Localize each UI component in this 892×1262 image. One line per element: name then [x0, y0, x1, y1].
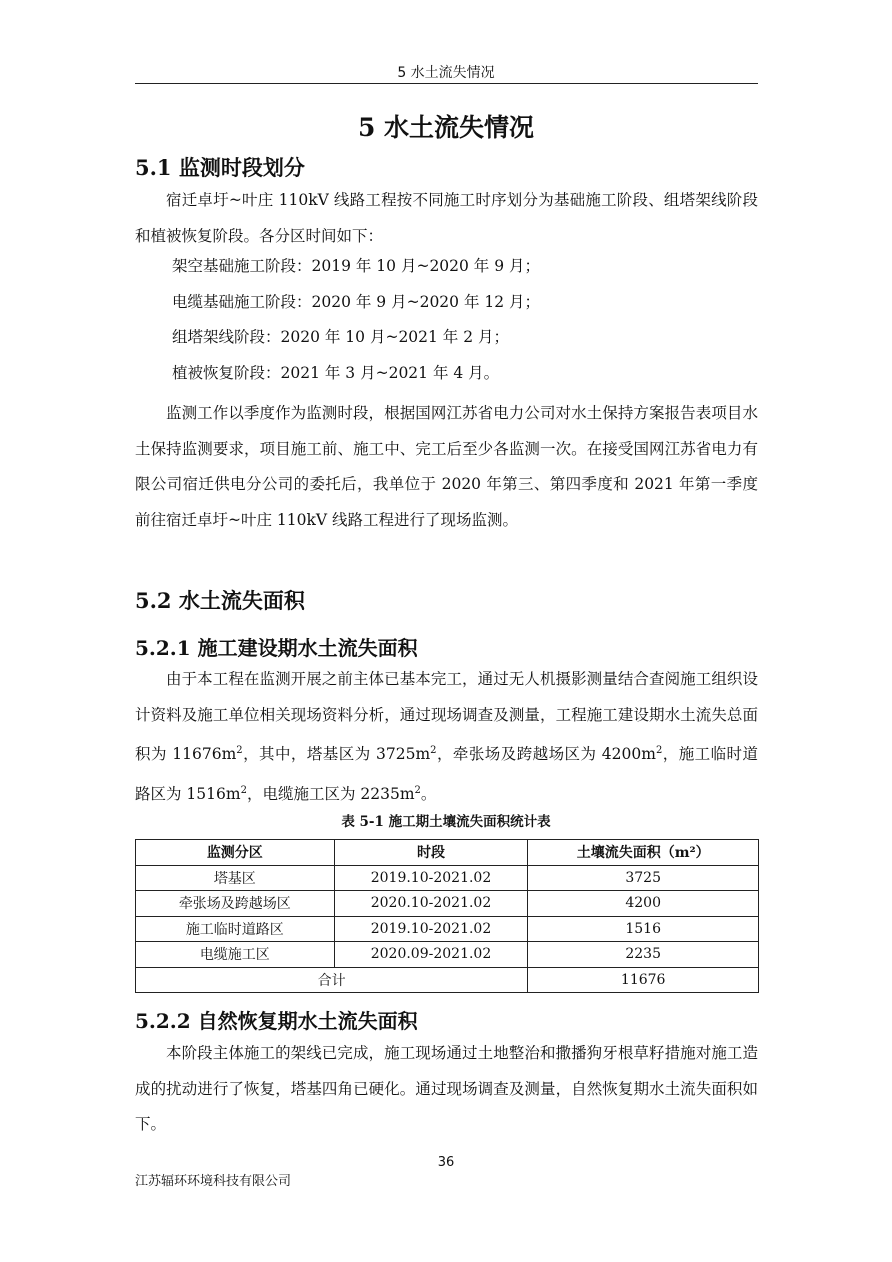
construction-area-paragraph: 由于本工程在监测开展之前主体已基本完工，通过无人机摄影测量结合查阅施工组织设计资料及施工单位相关现场资料分析，通过现场调查及测量，工程施工建设期水土流失总面积为 $11676m^2$，其中，塔基区为 $3725m^2$，牵张场及跨越场区为 $4200m^2$，施工临时道路区为 $1516m^2$，电缆施工区为 $2235m^2$。	[135, 670, 758, 803]
header-divider	[135, 83, 758, 84]
column-header: 监测分区	[136, 840, 335, 866]
table-cell: 2020.10-2021.02	[334, 891, 528, 917]
table-cell: 2020.09-2021.02	[334, 942, 528, 968]
total-value-cell: 11676	[528, 967, 759, 993]
section-heading-5-2-1: 5.2.1 施工建设期水土流失面积	[135, 636, 418, 660]
column-header: 时段	[334, 840, 528, 866]
section-heading-5-2: 5.2 水土流失面积	[135, 588, 305, 613]
table-cell: 施工临时道路区	[136, 916, 335, 942]
table-header-row	[136, 840, 759, 866]
soil-loss-area-table	[135, 839, 759, 993]
table-cell: 2019.10-2021.02	[334, 865, 528, 891]
phase-item: 电缆基础施工阶段：2020 年 9 月~2020 年 12 月；	[172, 293, 541, 311]
table-cell: 牵张场及跨越场区	[136, 891, 335, 917]
chapter-title: 5 水土流失情况	[357, 113, 535, 142]
table-cell: 电缆施工区	[136, 942, 335, 968]
table-row	[136, 942, 759, 968]
section-heading-5-2-2: 5.2.2 自然恢复期水土流失面积	[135, 1009, 418, 1033]
phase-item: 植被恢复阶段：2021 年 3 月~2021 年 4 月。	[172, 364, 500, 382]
table-row	[136, 916, 759, 942]
page-number: 36	[437, 1155, 455, 1170]
table-caption: 表 5-1 施工期土壤流失面积统计表	[341, 814, 551, 830]
column-header: 土壤流失面积（m²）	[528, 840, 759, 866]
table-row	[136, 891, 759, 917]
running-header: 5 水土流失情况	[397, 65, 495, 81]
table-cell: 4200	[528, 891, 759, 917]
footer-company: 江苏辐环环境科技有限公司	[135, 1174, 292, 1189]
monitoring-paragraph: 监测工作以季度作为监测时段，根据国网江苏省电力公司对水土保持方案报告表项目水土保持监测要求，项目施工前、施工中、完工后至少各监测一次。在接受国网江苏省电力有限公司宿迁供电分公司的委托后，我单位于 2020 年第三、第四季度和 2021 年第一季度前往宿迁卓圩~叶庄 110kV 线路工程进行了现场监测。	[135, 404, 758, 529]
phase-item: 组塔架线阶段：2020 年 10 月~2021 年 2 月；	[172, 328, 510, 346]
table-cell: 2019.10-2021.02	[334, 916, 528, 942]
table-cell: 塔基区	[136, 865, 335, 891]
table-cell: 2235	[528, 942, 759, 968]
table-row	[136, 865, 759, 891]
section-heading-5-1: 5.1 监测时段划分	[135, 155, 305, 180]
total-label-cell: 合计	[136, 967, 528, 993]
table-cell: 3725	[528, 865, 759, 891]
table-total-row	[136, 967, 759, 993]
section-5-1-intro: 宿迁卓圩~叶庄 110kV 线路工程按不同施工时序划分为基础施工阶段、组塔架线阶段和植被恢复阶段。各分区时间如下：	[135, 191, 758, 245]
table-cell: 1516	[528, 916, 759, 942]
phase-item: 架空基础施工阶段：2019 年 10 月~2020 年 9 月；	[172, 257, 541, 275]
natural-recovery-paragraph: 本阶段主体施工的架线已完成，施工现场通过土地整治和撒播狗牙根草籽措施对施工造成的扰动进行了恢复，塔基四角已硬化。通过现场调查及测量，自然恢复期水土流失面积如下。	[135, 1044, 758, 1133]
